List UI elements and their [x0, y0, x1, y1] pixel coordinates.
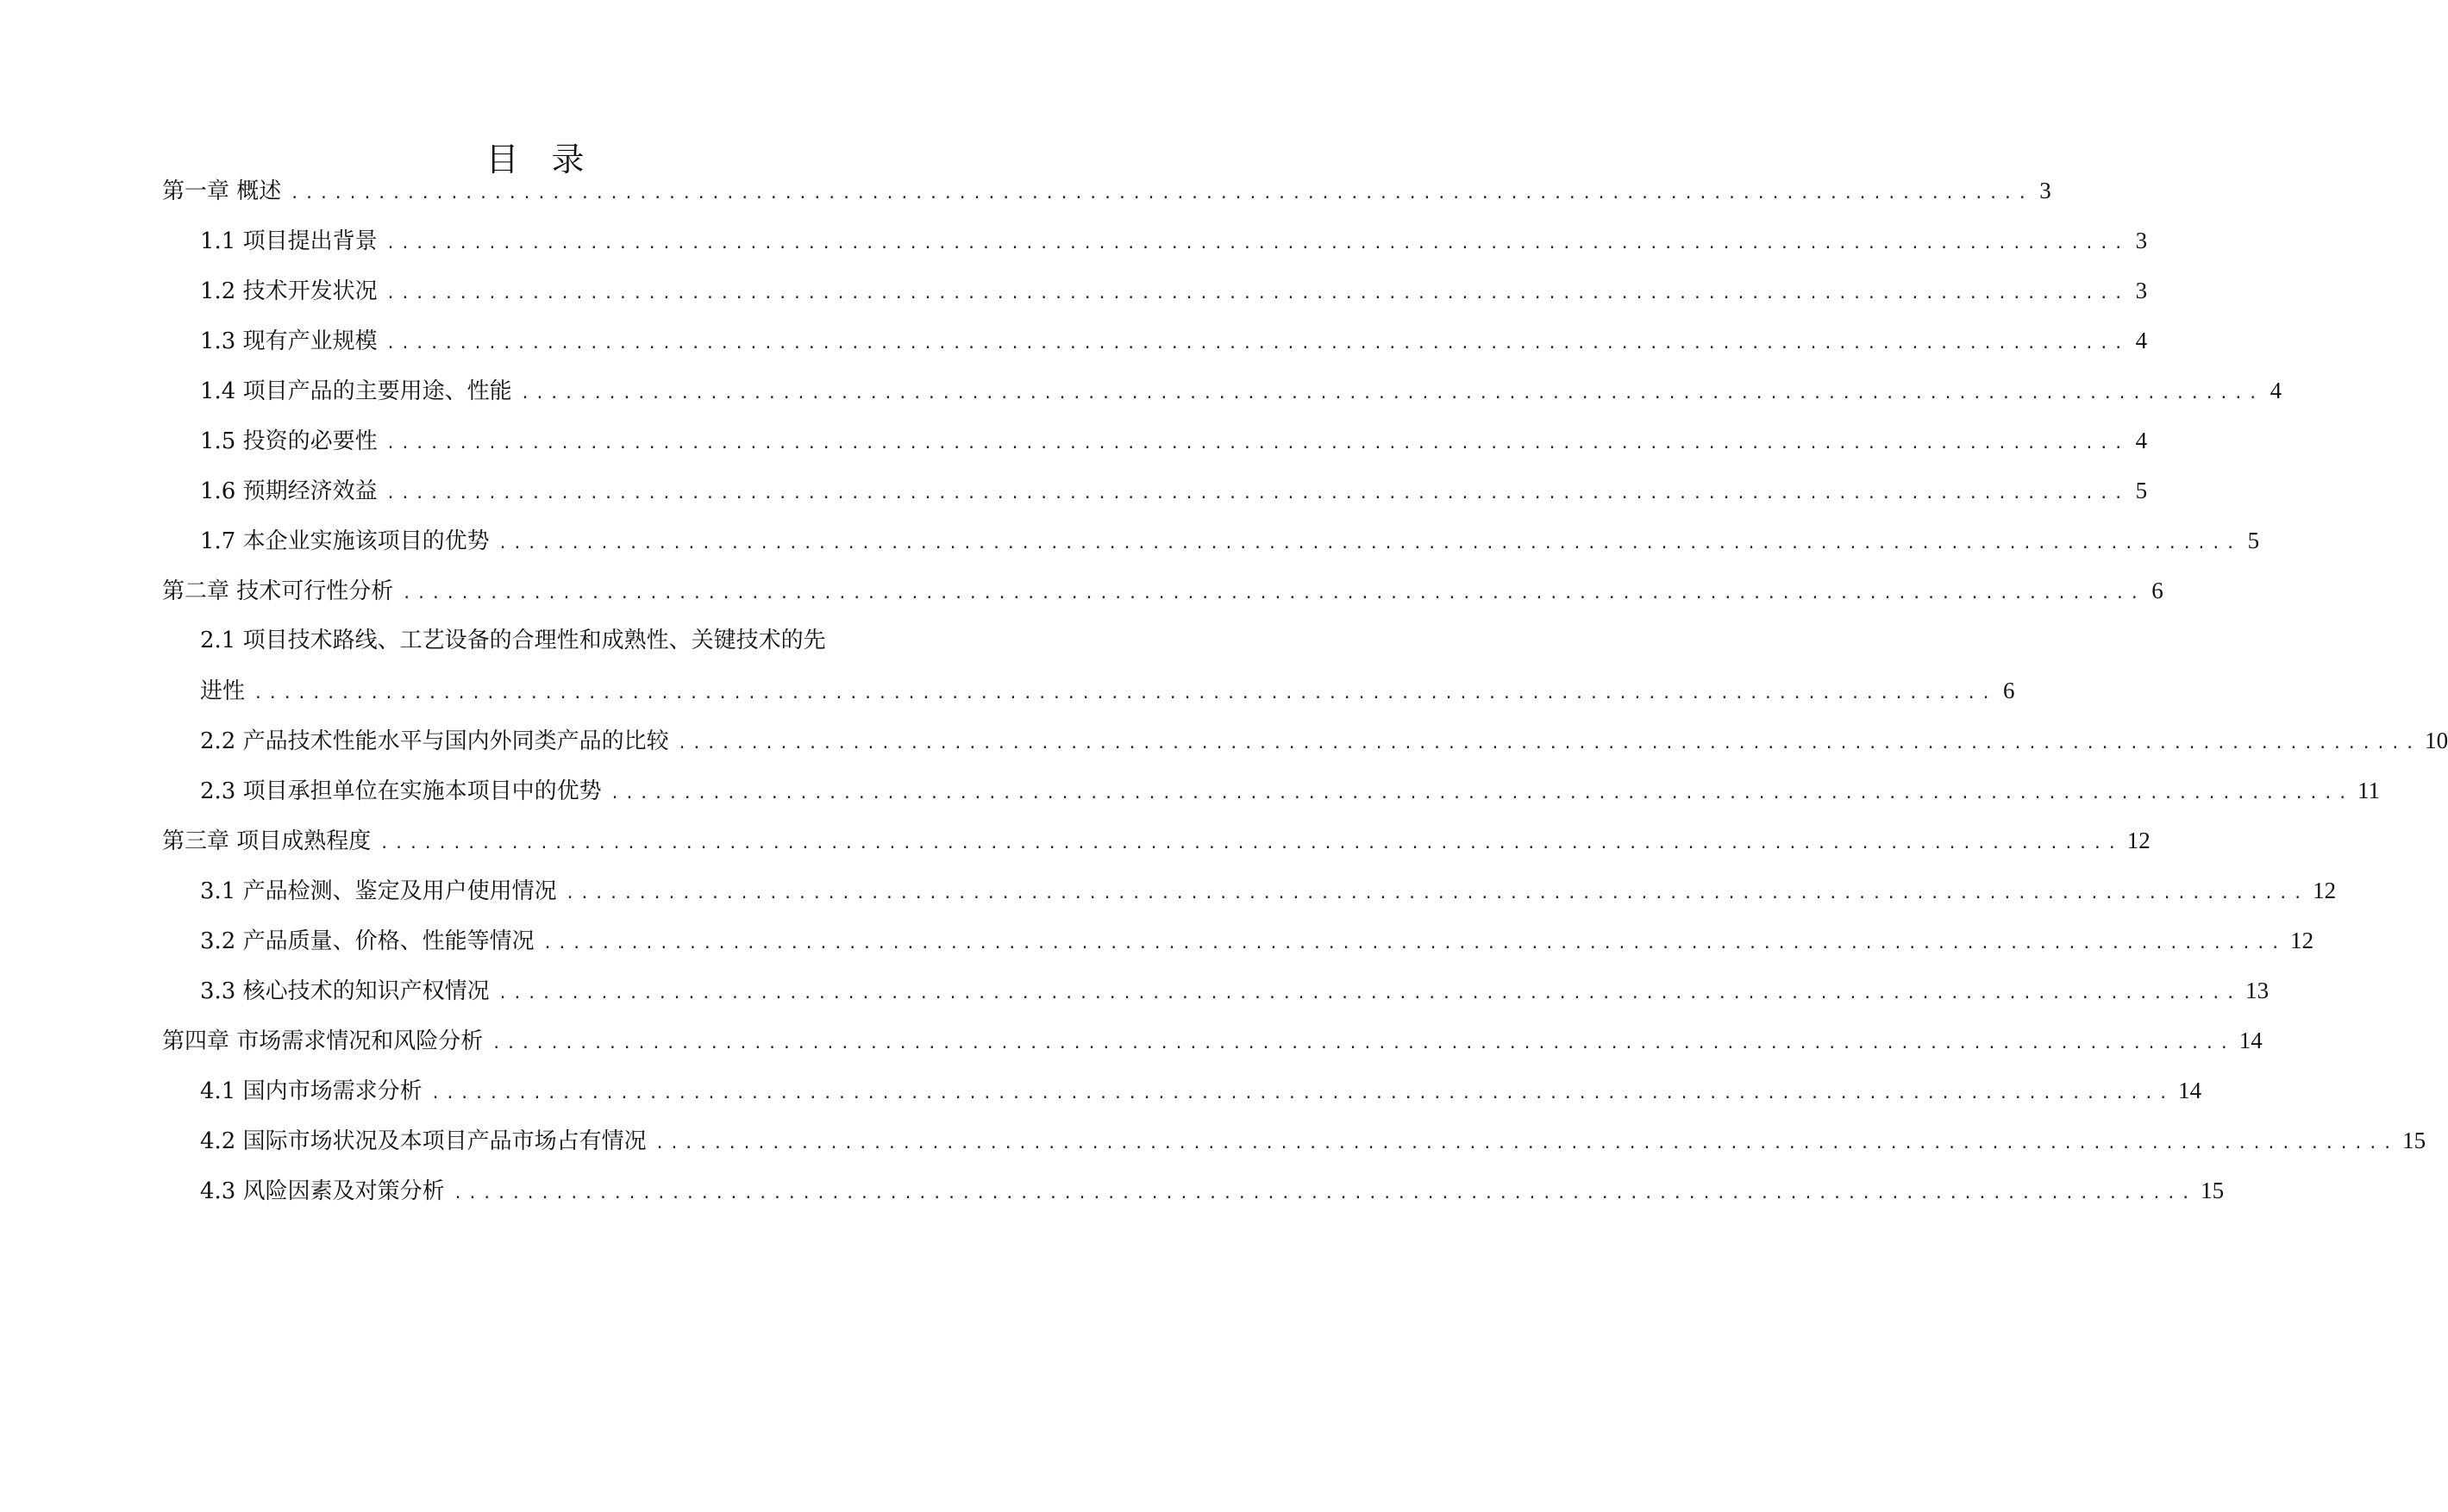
toc-entry-label: 3.3 核心技术的知识产权情况: [200, 978, 490, 1004]
toc-entry-1-3[interactable]: [0, 323, 2148, 358]
toc-entry-3-2[interactable]: [0, 923, 2314, 958]
dot-leader: ........................................................................................................................: [498, 534, 2241, 553]
toc-entry-label-line1: 2.1 项目技术路线、工艺设备的合理性和成熟性、关键技术的先: [200, 628, 826, 653]
toc-entry-page: 14: [2178, 1078, 2202, 1103]
dot-leader: ........................................................................................................................: [654, 1134, 2398, 1153]
toc-entry-page: 15: [2402, 1128, 2426, 1153]
toc-entry-chapter-2[interactable]: [0, 573, 2163, 608]
toc-entry-4-2[interactable]: [0, 1123, 2426, 1158]
toc-entry-1-6[interactable]: [0, 473, 2148, 508]
dot-leader: ........................................................................................................................: [385, 434, 2129, 453]
toc-entry-4-3[interactable]: [0, 1173, 2225, 1208]
toc-entry-page: 13: [2245, 978, 2270, 1003]
toc-entry-page: 3: [2135, 228, 2148, 253]
toc-entry-page: 4: [2270, 378, 2282, 403]
toc-title-text: 目 录: [485, 141, 585, 178]
dot-leader: ........................................................................................................................: [491, 1034, 2234, 1053]
toc-entry-2-1-line1[interactable]: [0, 623, 1070, 658]
dot-leader: ........................................................................................................................: [385, 484, 2129, 503]
dot-leader: ........................................................................................................................: [520, 384, 2263, 403]
toc-entry-1-2[interactable]: [0, 273, 2148, 308]
dot-leader: ........................................................................................................................: [385, 234, 2129, 253]
toc-entry-label: 第三章 项目成熟程度: [162, 828, 372, 854]
toc-entry-label: 1.7 本企业实施该项目的优势: [200, 528, 490, 554]
toc-entry-label: 1.5 投资的必要性: [200, 428, 378, 454]
toc-entry-label: 4.3 风险因素及对策分析: [200, 1178, 445, 1204]
toc-entry-page: 4: [2135, 428, 2148, 453]
toc-entry-chapter-4[interactable]: [0, 1023, 2263, 1058]
toc-entry-2-3[interactable]: [0, 773, 2381, 808]
toc-entry-page: 11: [2357, 778, 2381, 803]
toc-entry-page: 3: [2039, 178, 2051, 203]
toc-entry-label: 4.1 国内市场需求分析: [200, 1078, 423, 1104]
toc-entry-label: 第四章 市场需求情况和风险分析: [162, 1028, 484, 1054]
toc-entry-label: 3.1 产品检测、鉴定及用户使用情况: [200, 878, 557, 904]
toc-entry-label: 1.2 技术开发状况: [200, 278, 378, 304]
dot-leader: ........................................................................................................................: [610, 784, 2353, 803]
toc-entry-2-1[interactable]: [0, 673, 2015, 708]
dot-leader: ........................................................................................................................: [254, 684, 1996, 703]
toc-entry-page: 12: [2126, 828, 2151, 853]
toc-entry-1-5[interactable]: [0, 423, 2148, 458]
toc-entry-label: 第一章 概述: [162, 178, 282, 204]
toc-entry-page: 5: [2247, 528, 2260, 553]
toc-entry-page: 10: [2425, 728, 2448, 753]
dot-leader: ........................................................................................................................: [565, 884, 2308, 903]
toc-entry-4-1[interactable]: [0, 1073, 2202, 1108]
toc-entry-label: 2.2 产品技术性能水平与国内外同类产品的比较: [200, 728, 669, 754]
toc-entry-page: 5: [2135, 478, 2148, 503]
toc-entry-label: 4.2 国际市场状况及本项目产品市场占有情况: [200, 1128, 647, 1154]
toc-entry-label: 3.2 产品质量、价格、性能等情况: [200, 928, 535, 954]
toc-entry-1-7[interactable]: [0, 523, 2260, 558]
dot-leader: ........................................................................................................................: [385, 334, 2129, 353]
toc-entry-page: 4: [2135, 328, 2148, 353]
dot-leader: ........................................................................................................................: [498, 984, 2241, 1003]
toc-entry-chapter-3[interactable]: [0, 823, 2151, 858]
toc-entry-label: 2.3 项目承担单位在实施本项目中的优势: [200, 778, 602, 804]
toc-entry-1-4[interactable]: [0, 373, 2282, 408]
toc-entry-page: 12: [2313, 878, 2337, 903]
toc-entry-3-3[interactable]: [0, 973, 2270, 1008]
toc-entry-2-2[interactable]: [0, 723, 2448, 758]
toc-entry-chapter-1[interactable]: [0, 173, 2051, 208]
dot-leader: ........................................................................................................................: [385, 284, 2129, 303]
toc-entry-3-1[interactable]: [0, 873, 2337, 908]
dot-leader: ........................................................................................................................: [402, 584, 2144, 603]
toc-entry-page: 12: [2290, 928, 2314, 953]
toc-entry-page: 14: [2238, 1028, 2263, 1053]
dot-leader: ........................................................................................................................: [379, 834, 2122, 853]
toc-entry-1-1[interactable]: [0, 223, 2148, 258]
toc-entry-page: 15: [2201, 1178, 2225, 1203]
toc-entry-page: 6: [2002, 678, 2015, 703]
dot-leader: ........................................................................................................................: [677, 734, 2420, 753]
dot-leader: ........................................................................................................................: [290, 184, 2032, 203]
dot-leader: ........................................................................................................................: [453, 1184, 2196, 1203]
toc-entry-label: 1.3 现有产业规模: [200, 328, 378, 354]
toc-entry-page: 3: [2135, 278, 2148, 303]
toc-entry-label: 1.6 预期经济效益: [200, 478, 378, 504]
toc-entry-label: 1.4 项目产品的主要用途、性能: [200, 378, 512, 404]
toc-entry-label: 第二章 技术可行性分析: [162, 578, 394, 604]
toc-entry-label: 进性: [200, 678, 246, 704]
toc-entry-page: 6: [2151, 578, 2163, 603]
dot-leader: ........................................................................................................................: [430, 1084, 2174, 1103]
toc-entry-label: 1.1 项目提出背景: [200, 228, 378, 254]
dot-leader: ........................................................................................................................: [542, 934, 2286, 953]
